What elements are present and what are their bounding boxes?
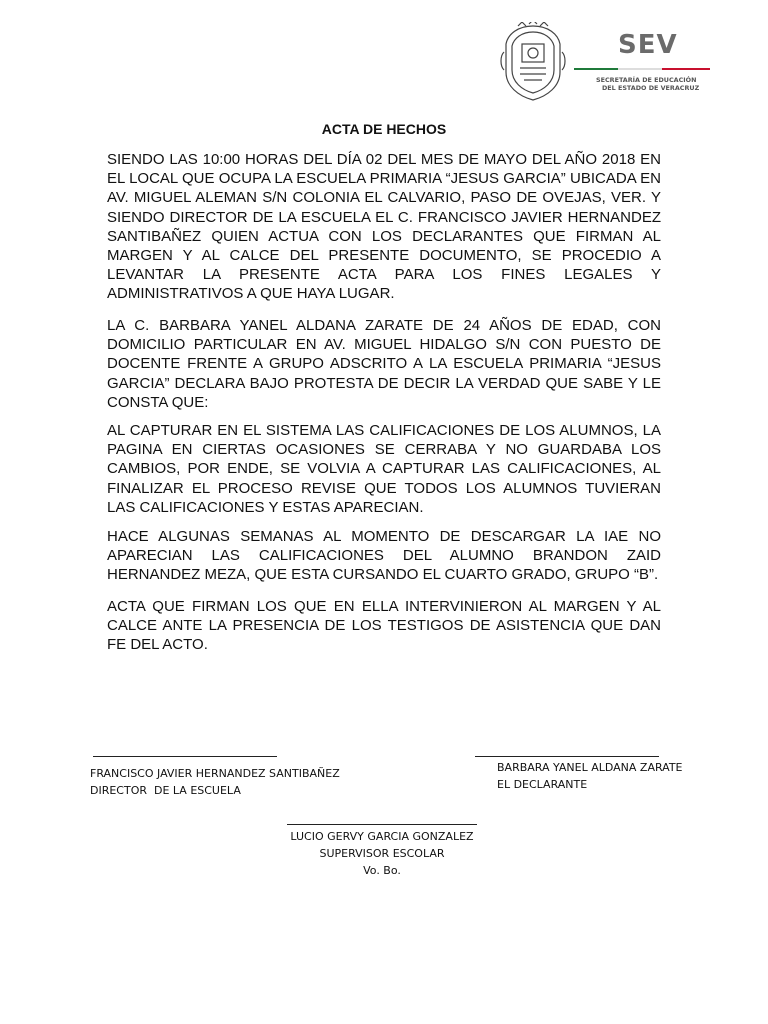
header-logos	[496, 20, 724, 104]
veracruz-coat-of-arms-icon	[498, 22, 568, 102]
sev-logo-bar	[574, 68, 710, 71]
sev-logo	[574, 20, 724, 104]
paragraph-declarant: LA C. BARBARA YANEL ALDANA ZARATE DE 24 AÑOS DE EDAD, CON DOMICILIO PARTICULAR EN AV. MIGUEL HIDALGO S/N CON PUESTO DE DOCENTE FRENTE A GRUPO ADSCRITO A LA ESCUELA PRIMARIA “JESUS GARCIA” DECLARA BAJO PROTESTA DE DECIR LA VERDAD QUE SABE Y LE CONSTA QUE:	[107, 317, 661, 411]
document-title: ACTA DE HECHOS	[321, 121, 447, 137]
declarant-signature-block	[497, 759, 683, 793]
sev-subtitle-line1: SECRETARÍA DE EDUCACIÓN	[596, 76, 697, 84]
paragraph-missing-grades: HACE ALGUNAS SEMANAS AL MOMENTO DE DESCARGAR LA IAE NO APARECIAN LAS CALIFICACIONES DEL ALUMNO BRANDON ZAID HERNANDEZ MEZA, QUE ESTA CURSANDO EL CUARTO GRADO, GRUPO “B”.	[107, 528, 661, 584]
director-signature-line	[93, 756, 277, 757]
declarant-role: EL DECLARANTE	[497, 778, 588, 791]
paragraph-opening: SIENDO LAS 10:00 HORAS DEL DÍA 02 DEL MES DE MAYO DEL AÑO 2018 EN EL LOCAL QUE OCUPA LA ESCUELA PRIMARIA “JESUS GARCIA” UBICADA EN AV. MIGUEL ALEMAN S/N COLONIA EL CALVARIO, PASO DE OVEJAS, VER. Y SIENDO DIRECTOR DE LA ESCUELA EL C. FRANCISCO JAVIER HERNANDEZ SANTIBAÑEZ QUIEN ACTUA CON LOS DECLARANTES QUE FIRMAN AL MARGEN Y AL CALCE DEL PRESENTE DOCUMENTO, SE PROCEDIO A LEVANTAR LA PRESENTE ACTA PARA LOS FINES LEGALES Y ADMINISTRATIVOS A QUE HAYA LUGAR.	[107, 151, 661, 303]
sev-logo-title: SEV	[618, 30, 678, 60]
supervisor-name: LUCIO GERVY GARCIA GONZALEZ	[290, 830, 474, 843]
paragraph-closing: ACTA QUE FIRMAN LOS QUE EN ELLA INTERVINIERON AL MARGEN Y AL CALCE ANTE LA PRESENCIA DE LOS TESTIGOS DE ASISTENCIA QUE DAN FE DEL ACTO.	[107, 598, 661, 654]
supervisor-signature-block	[287, 828, 477, 879]
director-signature-block	[90, 765, 340, 799]
sev-subtitle-line2: DEL ESTADO DE VERACRUZ	[602, 84, 700, 92]
declarant-signature-line	[475, 756, 659, 757]
supervisor-signature-line	[287, 824, 477, 825]
paragraph-capture: AL CAPTURAR EN EL SISTEMA LAS CALIFICACIONES DE LOS ALUMNOS, LA PAGINA EN CIERTAS OCASIONES SE CERRABA Y NO GUARDABA LOS CAMBIOS, POR ENDE, SE VOLVIA A CAPTURAR LAS CALIFICACIONES, AL FINALIZAR EL PROCESO REVISE QUE TODOS LOS ALUMNOS TUVIERAN LAS CALIFICACIONES Y ESTAS APARECIAN.	[107, 422, 661, 516]
supervisor-note: Vo. Bo.	[363, 864, 401, 877]
director-name: FRANCISCO JAVIER HERNANDEZ SANTIBAÑEZ	[90, 767, 340, 780]
director-role: DIRECTOR DE LA ESCUELA	[90, 784, 241, 797]
sev-logo-subtitle	[596, 76, 716, 92]
declarant-name: BARBARA YANEL ALDANA ZARATE	[497, 761, 683, 774]
supervisor-role: SUPERVISOR ESCOLAR	[319, 847, 445, 860]
